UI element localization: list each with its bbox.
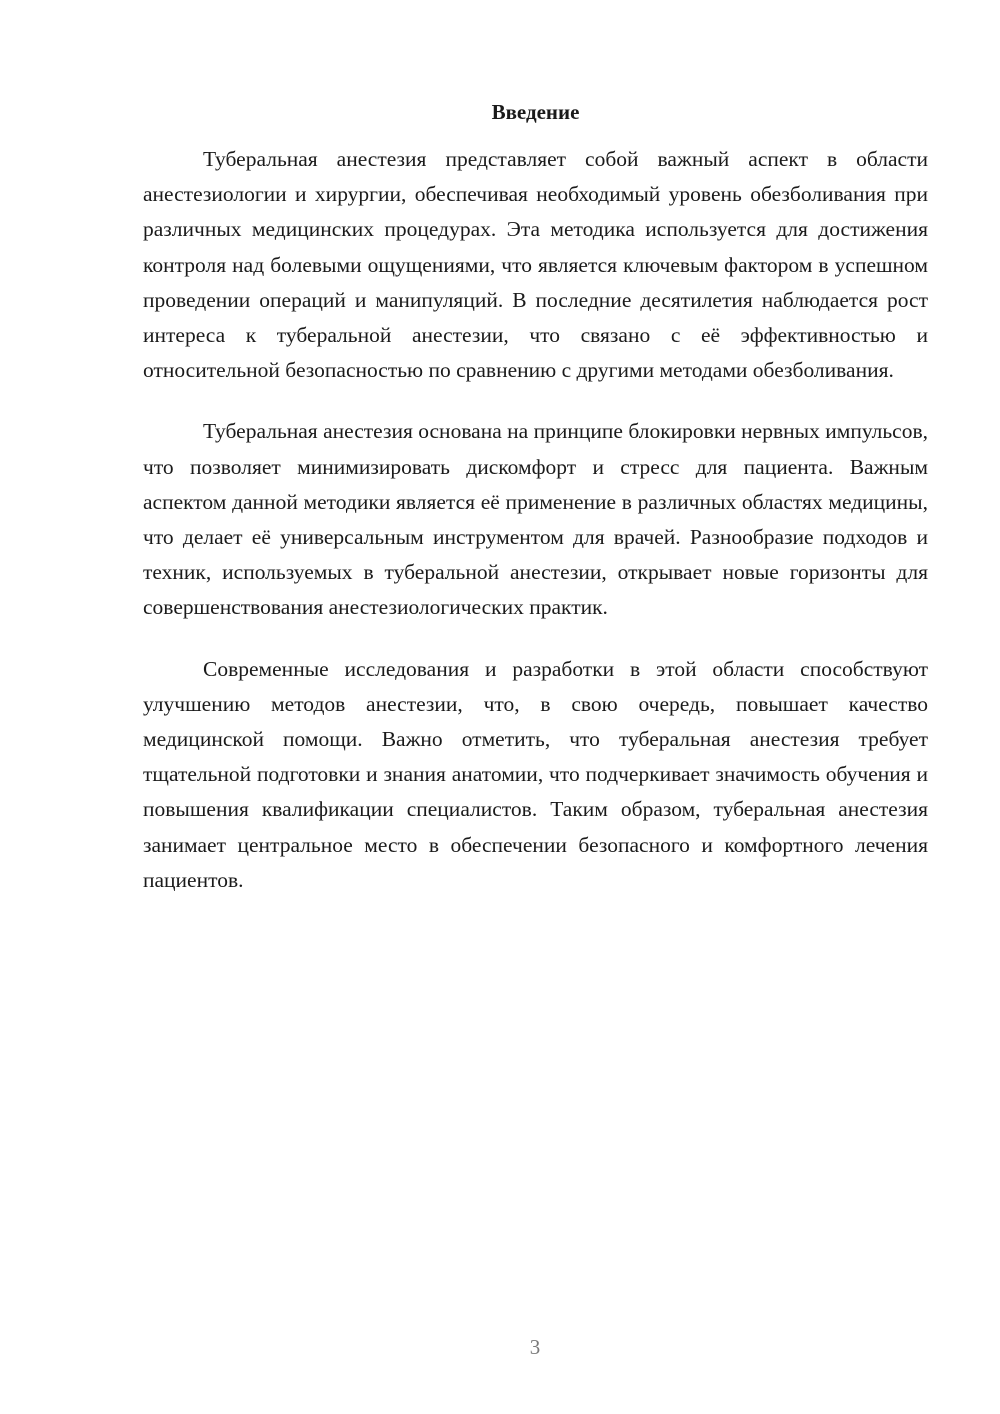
body-text (143, 142, 928, 924)
paragraph-3: Современные исследования и разработки в этой области способствуют улучшению методов анестезии, что, в свою очередь, повышает качество медицинской помощи. Важно отметить, что туберальная анестезия требует тщательной подготовки и знания анатомии, что подчеркивает значимость обучения и повышения квалификации специалистов. Таким образом, туберальная анестезия занимает центральное место в обеспечении безопасного и комфортного лечения пациентов. (143, 656, 928, 892)
paragraph-2: Туберальная анестезия основана на принципе блокировки нервных импульсов, что позволяет минимизировать дискомфорт и стресс для пациента. Важным аспектом данной методики является её применение в различных областях медицины, что делает её универсальным инструментом для врачей. Разнообразие подходов и техник, используемых в туберальной анестезии, открывает новые горизонты для совершенствования анестезиологических практик. (143, 419, 928, 620)
section-title: Введение (491, 100, 580, 124)
page-number: 3 (529, 1335, 541, 1359)
paragraph-1: Туберальная анестезия представляет собой важный аспект в области анестезиологии и хирургии, обеспечивая необходимый уровень обезболивания при различных медицинских процедурах. Эта методика используется для достижения контроля над болевыми ощущениями, что является ключевым фактором в успешном проведении операций и манипуляций. В последние десятилетия наблюдается рост интереса к туберальной анестезии, что связано с её эффективностью и относительной безопасностью по сравнению с другими методами обезболивания. (143, 147, 928, 383)
